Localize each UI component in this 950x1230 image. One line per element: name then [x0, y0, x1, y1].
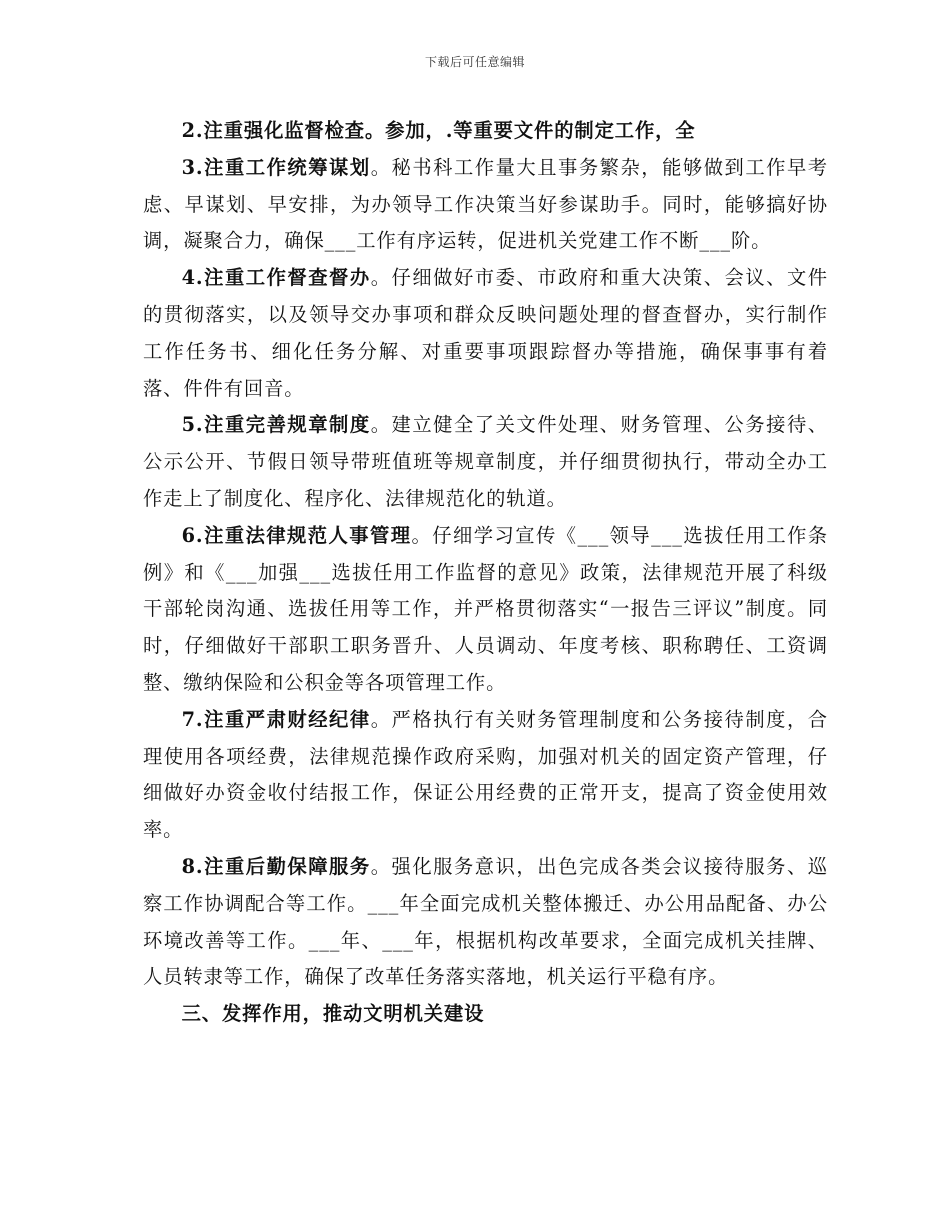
- paragraph-3-text: 。秘书科工作量大且事务繁杂，能够做到工作早考虑、早谋划、早安排，为办领导工作决策当好参谋助手。同时，能够搞好协调，凝聚合力，确保___工作有序运转，促进机关党建工作不断___阶。: [143, 155, 828, 253]
- paragraph-8: [143, 849, 828, 996]
- paragraph-8-text: 。强化服务意识，出色完成各类会议接待服务、巡察工作协调配合等工作。___年全面完成机关整体搬迁、办公用品配备、办公环境改善等工作。___年、___年，根据机构改革要求，全面完成机关挂牌、人员转隶等工作，确保了改革任务落实落地，机关运行平稳有序。: [143, 854, 828, 989]
- paragraph-8-lead: 8.注重后勤保障服务: [181, 854, 371, 878]
- section-heading: 三、发挥作用，推动文明机关建设: [181, 1002, 485, 1026]
- document-body: [143, 113, 828, 1033]
- paragraph-5-text: 。建立健全了关文件处理、财务管理、公务接待、公示公开、节假日领导带班值班等规章制度，并仔细贯彻执行，带动全办工作走上了制度化、程序化、法律规范化的轨道。: [143, 413, 828, 510]
- paragraph-4: [143, 260, 828, 407]
- page-header: 下载后可任意编辑: [424, 55, 525, 69]
- paragraph-5: [143, 407, 828, 517]
- paragraph-5-lead: 5.注重完善规章制度: [181, 413, 371, 437]
- paragraph-3-lead: 3.注重工作统筹谋划: [181, 155, 371, 179]
- paragraph-7-lead: 7.注重严肃财经纪律: [181, 707, 371, 731]
- paragraph-4-text: 。仔细做好市委、市政府和重大决策、会议、文件的贯彻落实，以及领导交办事项和群众反映问题处理的督查督办，实行制作工作任务书、细化任务分解、对重要事项跟踪督办等措施，确保事事有着落、件件有回音。: [143, 266, 828, 400]
- paragraph-2: [143, 113, 828, 150]
- paragraph-7-text: 。严格执行有关财务管理制度和公务接待制度，合理使用各项经费，法律规范操作政府采购，加强对机关的固定资产管理，仔细做好办资金收付结报工作，保证公用经费的正常开支，提高了资金使用效率。: [143, 707, 828, 842]
- paragraph-7: [143, 702, 828, 849]
- paragraph-2-text: 参加，.等重要文件的制定工作，全: [385, 119, 696, 142]
- paragraph-3: [143, 150, 828, 260]
- paragraph-2-lead: 2.注重强化监督检查。: [181, 119, 386, 142]
- paragraph-6-lead: 6.注重法律规范人事管理: [181, 523, 412, 547]
- paragraph-6-text: 。仔细学习宣传《___领导___选拔任用工作条例》和《___加强___选拔任用工作监督的意见》政策，法律规范开展了科级干部轮岗沟通、选拔任用等工作，并严格贯彻落实“一报告三评议”制度。同时，仔细做好干部职工职务晋升、人员调动、年度考核、职称聘任、工资调整、缴纳保险和公积金等各项管理工作。: [143, 523, 828, 694]
- paragraph-4-lead: 4.注重工作督查督办: [181, 266, 371, 290]
- paragraph-6: [143, 518, 828, 702]
